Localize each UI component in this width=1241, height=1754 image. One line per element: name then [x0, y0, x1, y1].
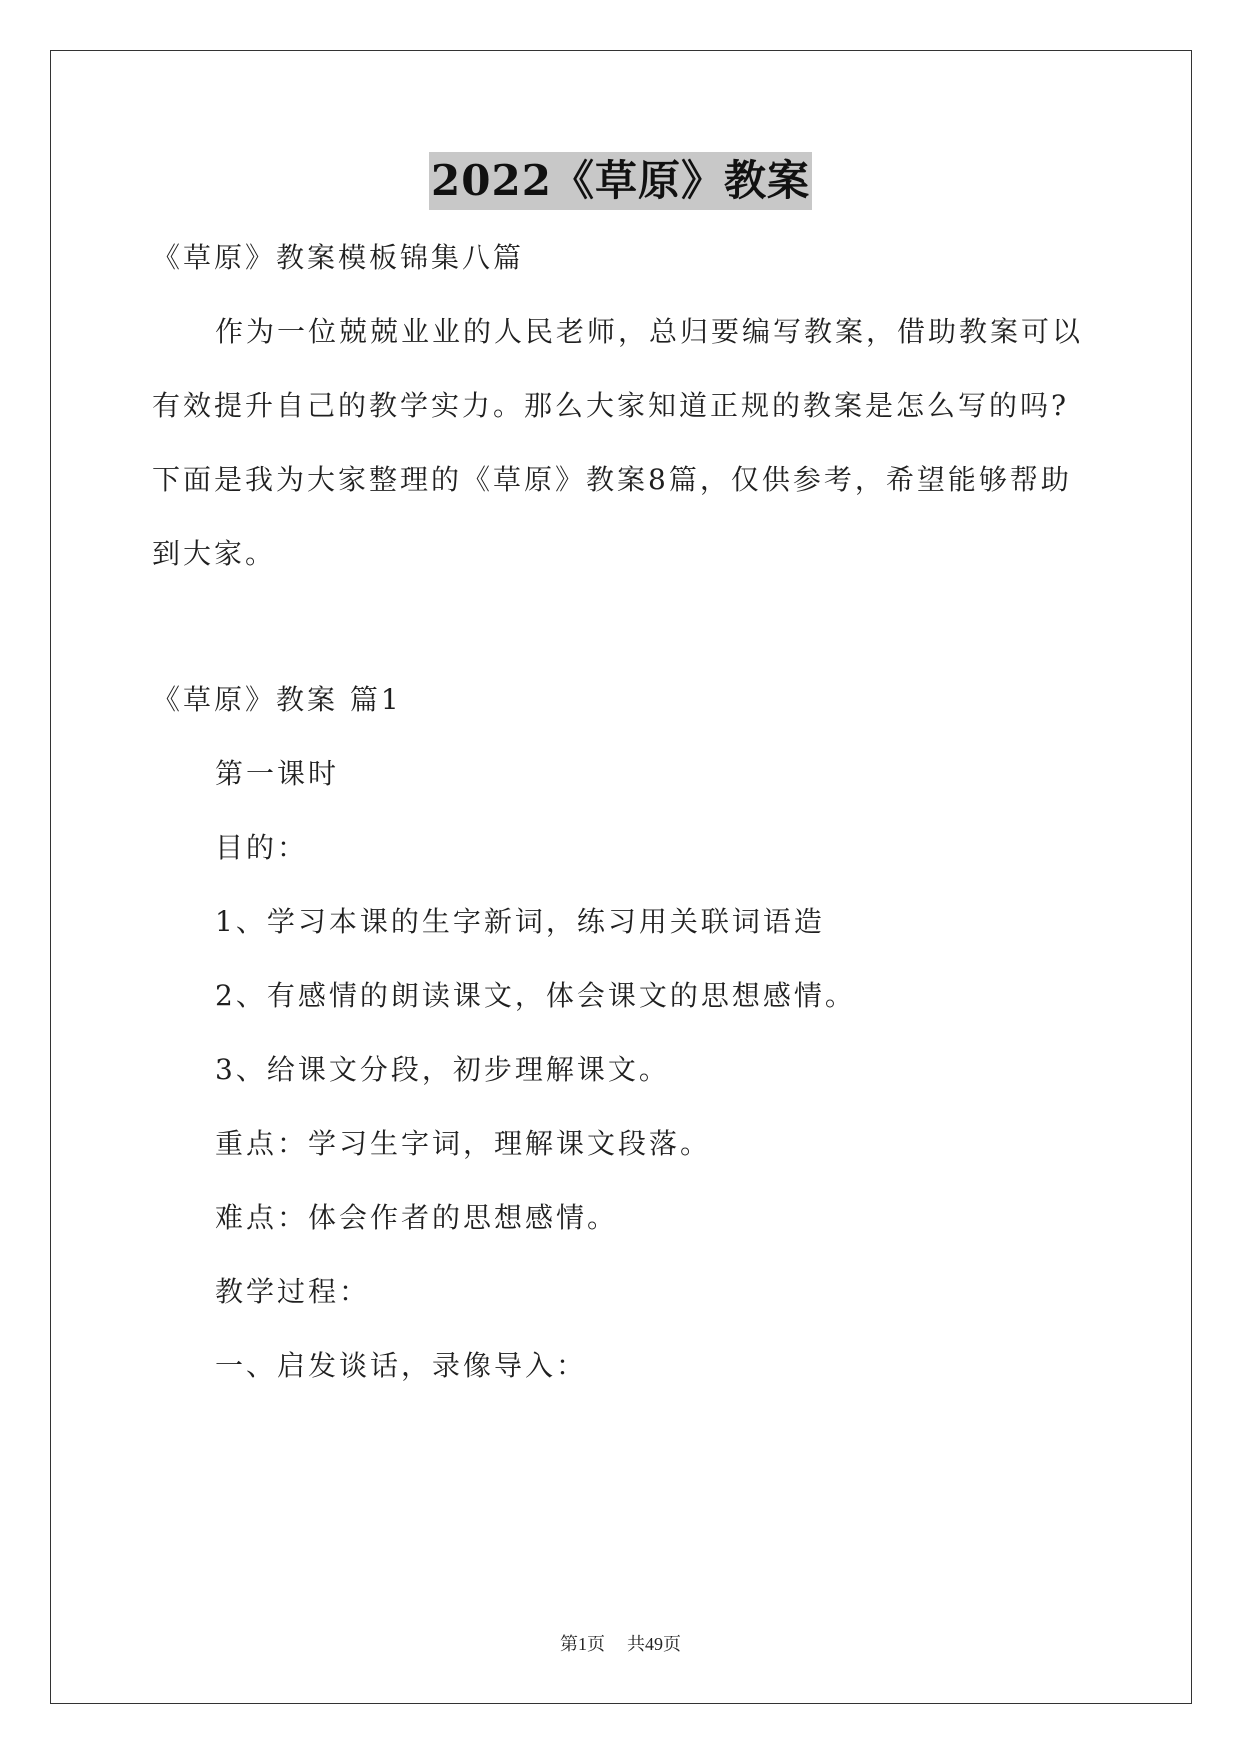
intro-line-4: 到大家。 — [152, 537, 277, 570]
body-line-5: 3、给课文分段，初步理解课文。 — [215, 1053, 670, 1086]
current-page-label: 第1页 — [560, 1634, 605, 1654]
body-line-3: 1、学习本课的生字新词，练习用关联词语造 — [215, 905, 825, 938]
body-line-8: 教学过程： — [215, 1275, 371, 1308]
body-line-7: 难点：体会作者的思想感情。 — [215, 1201, 619, 1234]
body-line-9: 一、启发谈话，录像导入： — [215, 1349, 588, 1382]
document-subtitle: 《草原》教案模板锦集八篇 — [152, 241, 525, 274]
section-heading: 《草原》教案 篇1 — [152, 683, 402, 716]
document-title: 2022《草原》教案 — [429, 152, 812, 210]
body-line-1: 第一课时 — [215, 757, 340, 790]
title-wrap — [0, 152, 1241, 210]
intro-line-1: 作为一位兢兢业业的人民老师，总归要编写教案，借助教案可以 — [215, 315, 1084, 348]
body-line-2: 目的： — [215, 831, 309, 864]
page-footer — [0, 1632, 1241, 1656]
intro-line-2: 有效提升自己的教学实力。那么大家知道正规的教案是怎么写的吗? — [152, 389, 1070, 422]
body-line-6: 重点：学习生字词，理解课文段落。 — [215, 1127, 712, 1160]
body-line-4: 2、有感情的朗读课文，体会课文的思想感情。 — [215, 979, 856, 1012]
page-frame — [50, 50, 1192, 1704]
total-pages-label: 共49页 — [627, 1634, 681, 1654]
intro-line-3: 下面是我为大家整理的《草原》教案8篇，仅供参考，希望能够帮助 — [152, 463, 1072, 496]
